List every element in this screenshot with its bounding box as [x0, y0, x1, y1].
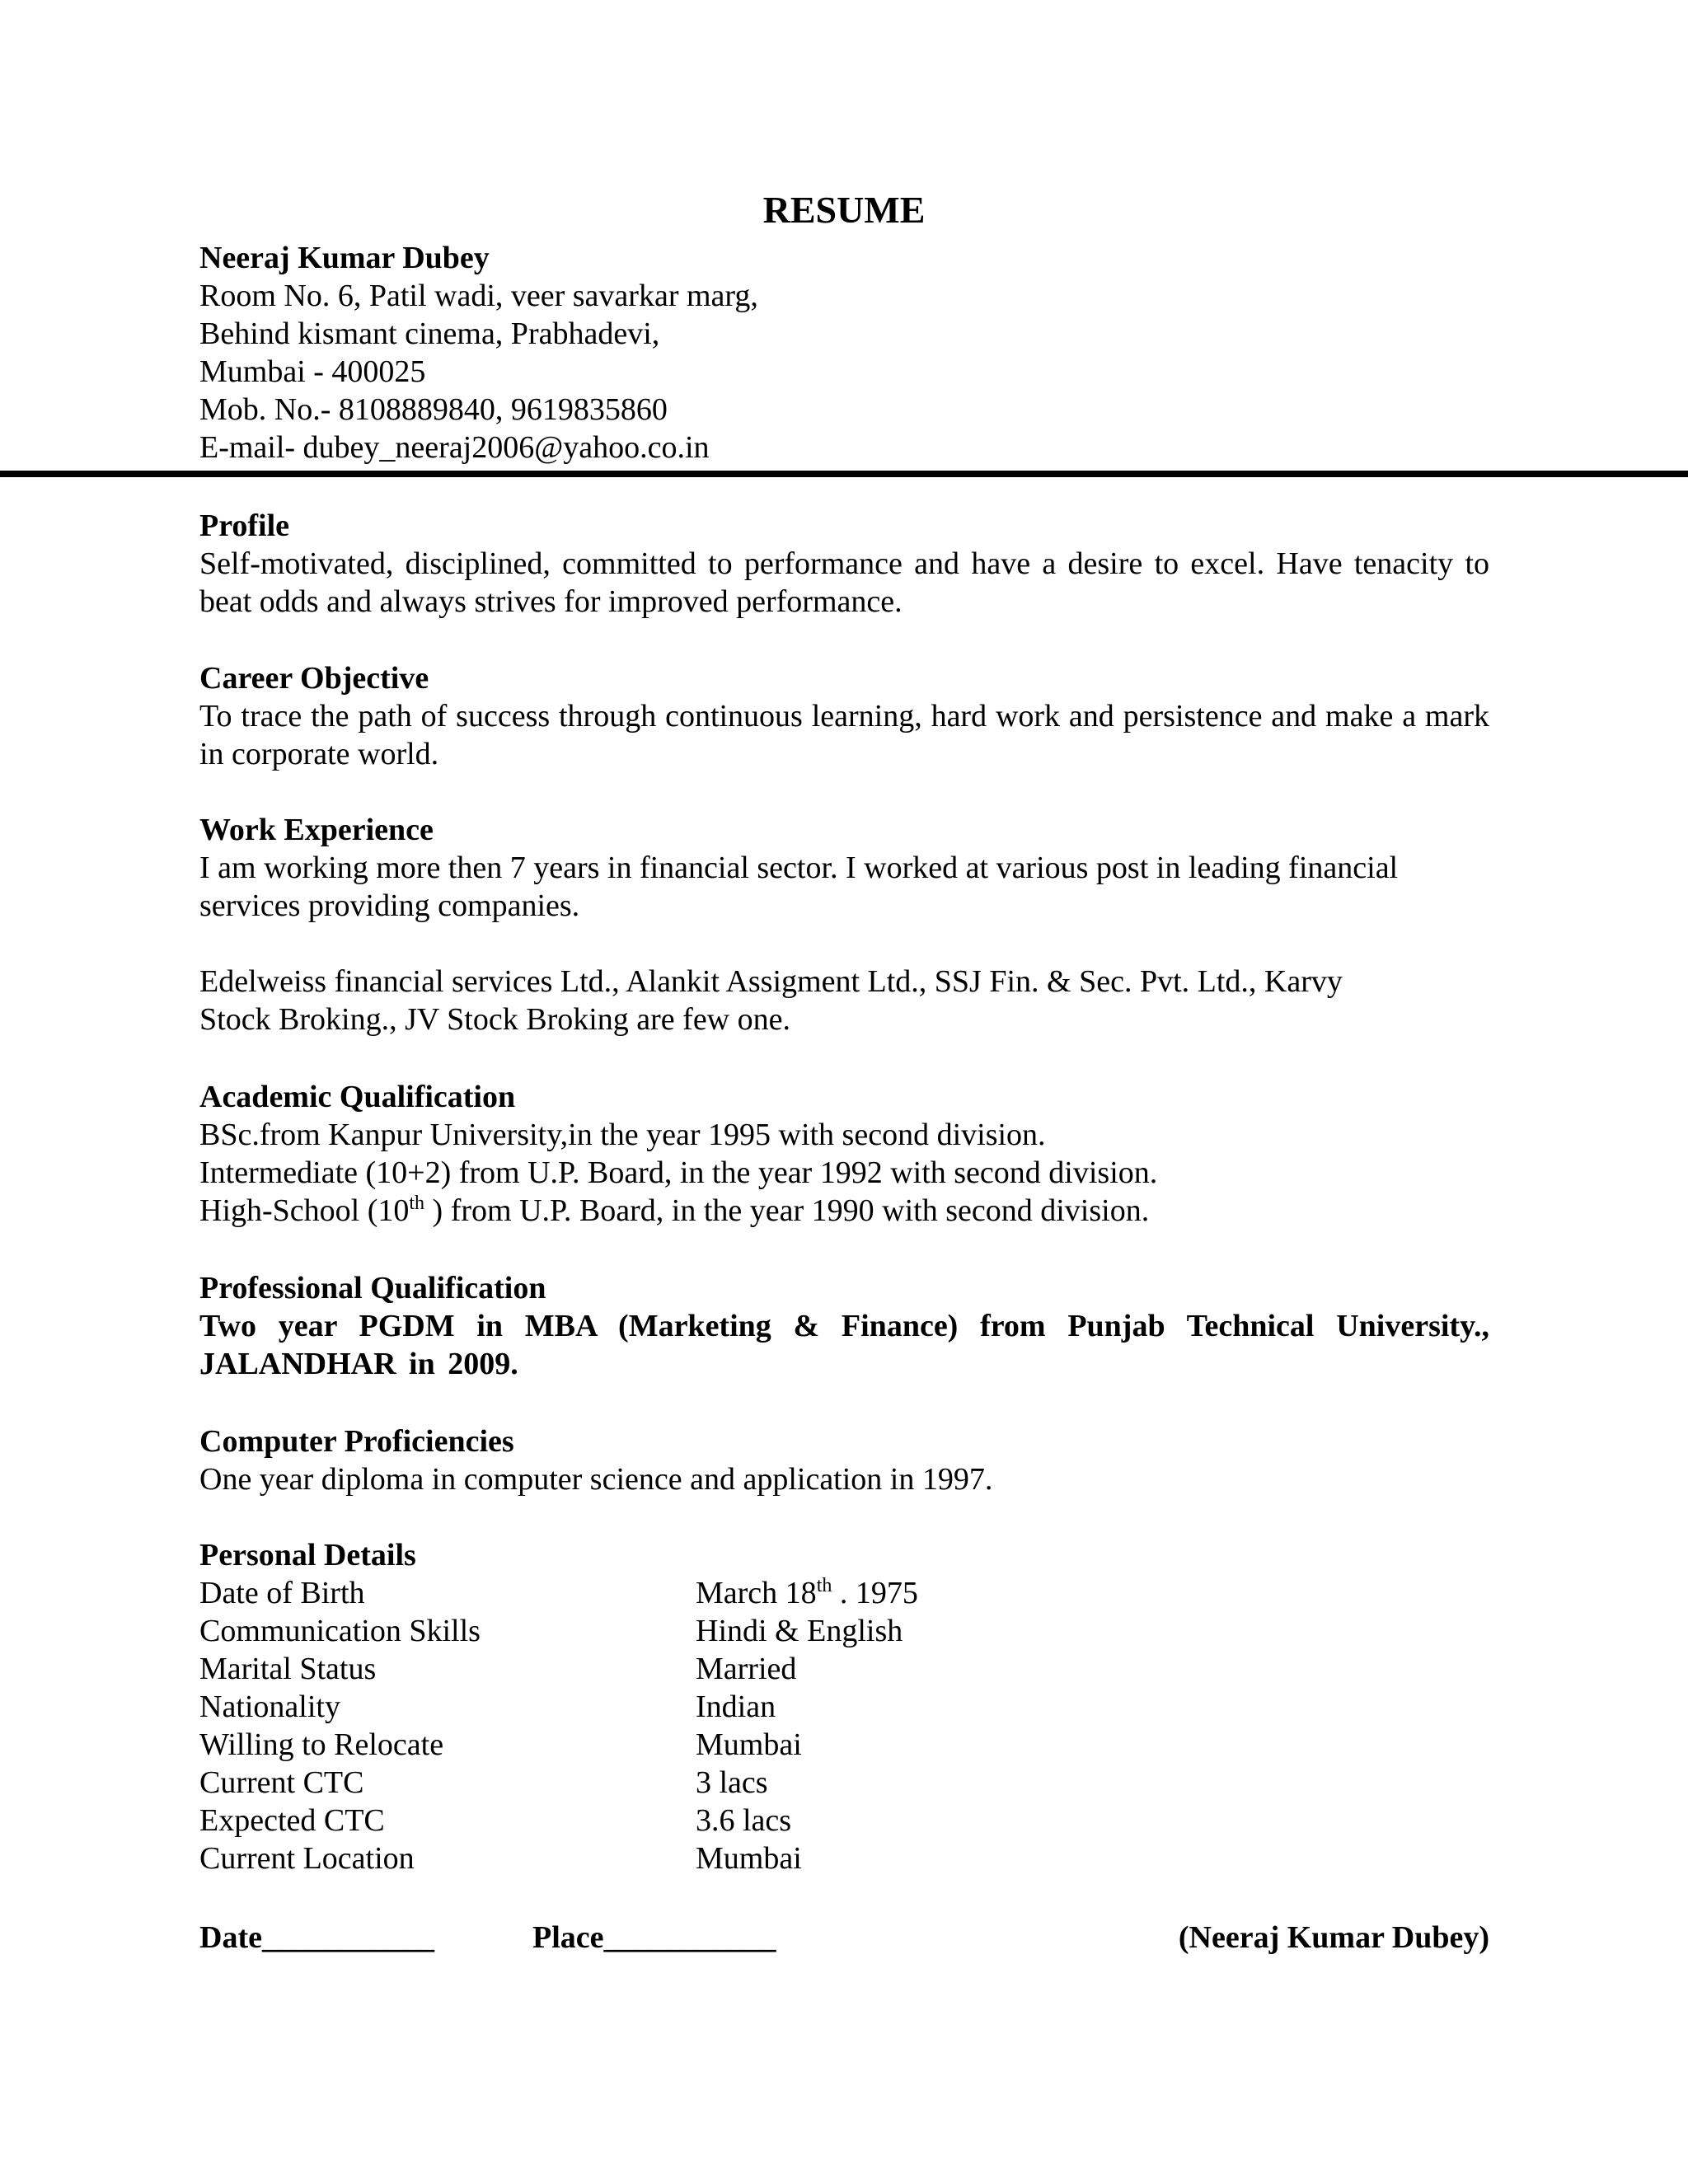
personal-detail-row — [199, 1726, 1489, 1764]
personal-detail-row — [199, 1650, 1489, 1688]
academic-line — [199, 1192, 1489, 1230]
career-objective-text: To trace the path of success through continuous learning, hard work and persistence and make a mark in corporate world. — [199, 699, 1489, 771]
personal-detail-row — [199, 1688, 1489, 1726]
detail-value: 3 lacs — [696, 1765, 768, 1800]
academic-line-text: ) from U.P. Board, in the year 1990 with second division. — [424, 1193, 1150, 1228]
superscript: th — [816, 1575, 832, 1596]
profile-text: Self-motivated, disciplined, committed to performance and have a desire to excel. Have tenacity to beat odds and always strives for improved performance. — [199, 546, 1489, 619]
work-experience-heading: Work Experience — [199, 813, 434, 847]
detail-value: Married — [696, 1652, 797, 1686]
detail-label: Date of Birth — [199, 1576, 365, 1610]
computer-text: One year diploma in computer science and application in 1997. — [199, 1462, 993, 1497]
academic-line-text: High-School (10 — [199, 1193, 410, 1228]
career-objective-section — [199, 659, 1489, 773]
candidate-name: Neeraj Kumar Dubey — [199, 241, 490, 275]
professional-section — [199, 1269, 1489, 1383]
work-experience-section — [199, 811, 1489, 1038]
header-divider — [0, 471, 1688, 477]
email-address: E-mail- dubey_neeraj2006@yahoo.co.in — [199, 430, 710, 465]
superscript: th — [409, 1193, 425, 1214]
personal-details-heading: Personal Details — [199, 1538, 416, 1572]
date-field: Date___________ — [199, 1920, 434, 1955]
detail-value-text: March 18 — [696, 1576, 817, 1610]
detail-label: Expected CTC — [199, 1803, 385, 1838]
career-objective-heading: Career Objective — [199, 661, 429, 696]
personal-detail-row — [199, 1574, 1489, 1612]
profile-heading: Profile — [199, 509, 290, 543]
detail-value: Mumbai — [696, 1727, 802, 1762]
personal-details-section — [199, 1536, 1489, 1877]
computer-section — [199, 1422, 1489, 1498]
signature-name: (Neeraj Kumar Dubey) — [1178, 1920, 1489, 1955]
academic-line: BSc.from Kanpur University,in the year 1995 with second division. — [199, 1118, 1046, 1152]
detail-value: Mumbai — [696, 1841, 802, 1876]
detail-label: Current Location — [199, 1841, 415, 1876]
employers-line: Stock Broking., JV Stock Broking are few one. — [199, 1002, 790, 1037]
place-field: Place___________ — [532, 1920, 776, 1955]
personal-detail-row — [199, 1840, 1489, 1877]
computer-heading: Computer Proficiencies — [199, 1424, 514, 1459]
work-experience-line: services providing companies. — [199, 888, 580, 923]
address-line-3: Mumbai - 400025 — [199, 354, 426, 389]
detail-value: 3.6 lacs — [696, 1803, 792, 1838]
personal-detail-row — [199, 1802, 1489, 1840]
work-experience-line: I am working more then 7 years in financial sector. I worked at various post in leading financial — [199, 851, 1399, 885]
detail-label: Communication Skills — [199, 1614, 481, 1648]
detail-value: Hindi & English — [696, 1614, 903, 1648]
personal-detail-row — [199, 1764, 1489, 1802]
employers-line: Edelweiss financial services Ltd., Alankit Assigment Ltd., SSJ Fin. & Sec. Pvt. Ltd., Karvy — [199, 964, 1343, 999]
professional-text: Two year PGDM in MBA (Marketing & Finance) from Punjab Technical University., JALANDHAR in 2009. — [199, 1309, 1489, 1381]
detail-label: Willing to Relocate — [199, 1727, 444, 1762]
personal-detail-row — [199, 1612, 1489, 1650]
detail-value: Indian — [696, 1690, 776, 1724]
address-line-1: Room No. 6, Patil wadi, veer savarkar marg, — [199, 279, 758, 313]
academic-section — [199, 1078, 1489, 1230]
detail-value — [696, 1574, 918, 1612]
mobile-number: Mob. No.- 8108889840, 9619835860 — [199, 392, 668, 427]
academic-line: Intermediate (10+2) from U.P. Board, in the year 1992 with second division. — [199, 1155, 1158, 1190]
professional-heading: Professional Qualification — [199, 1271, 546, 1305]
detail-label: Current CTC — [199, 1765, 364, 1800]
address-line-2: Behind kismant cinema, Prabhadevi, — [199, 316, 660, 351]
page-title: RESUME — [762, 189, 926, 231]
detail-label: Marital Status — [199, 1652, 377, 1686]
profile-section — [199, 507, 1489, 621]
detail-label: Nationality — [199, 1690, 340, 1724]
detail-value-text: . 1975 — [832, 1576, 918, 1610]
contact-header — [199, 239, 1518, 466]
academic-heading: Academic Qualification — [199, 1080, 516, 1114]
